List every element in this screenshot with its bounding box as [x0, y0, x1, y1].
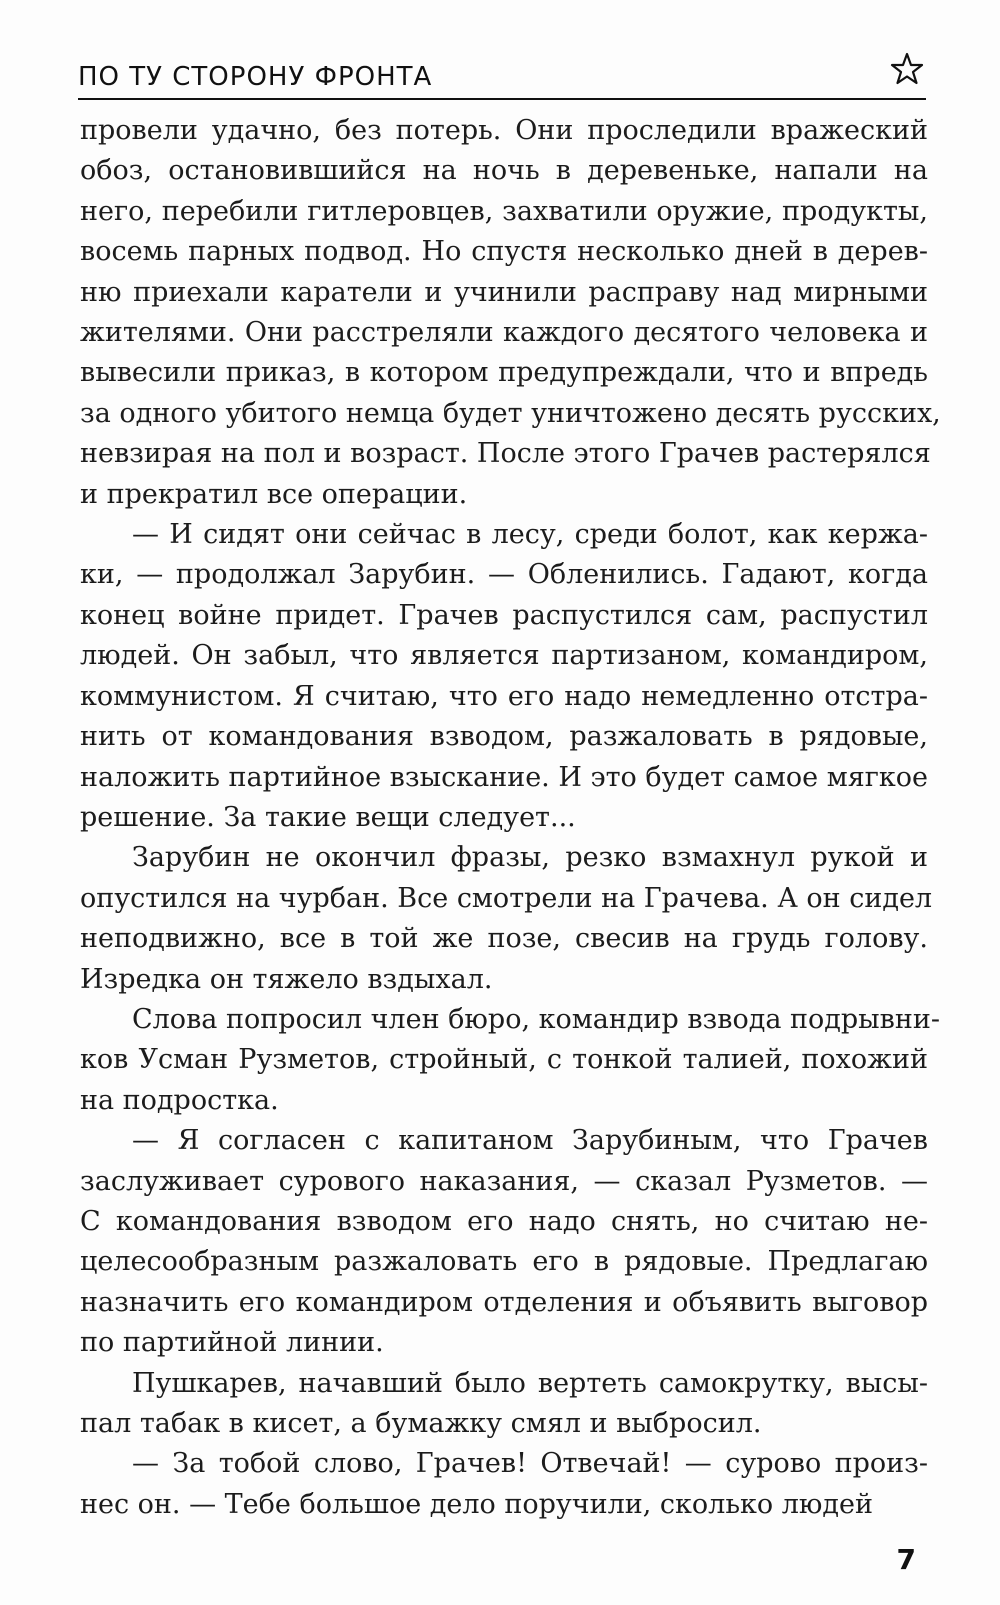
text-line: — За тобой слово, Грачев! Отвечай! — сурово произ-: [132, 1448, 928, 1480]
text-line: — И сидят они сейчас в лесу, среди болот, как кержа-: [132, 519, 928, 551]
text-line: пал табак в кисет, а бумажку смял и выбросил.: [80, 1408, 762, 1439]
text-line: за одного убитого немца будет уничтожено десять русских,: [80, 397, 941, 429]
paragraph: [80, 515, 928, 838]
text-line: нес он. — Тебе большое дело поручили, сколько людей: [80, 1488, 874, 1520]
text-line: решение. За такие вещи следует...: [80, 801, 576, 833]
paragraph: [80, 1000, 940, 1121]
text-line: опустился на чурбан. Все смотрели на Грачева. А он сидел: [80, 882, 933, 914]
page-number: 7: [896, 1543, 916, 1576]
star-outline-icon: [890, 52, 924, 86]
text-line: него, перебили гитлеровцев, захватили оружие, продукты,: [80, 195, 928, 227]
text-line: ню приехали каратели и учинили расправу над мирными: [80, 276, 928, 308]
paragraph: [80, 1364, 928, 1445]
running-header: [78, 52, 926, 100]
text-line: ки, — продолжал Зарубин. — Обленились. Гадают, когда: [80, 559, 928, 591]
text-line: коммунистом. Я считаю, что его надо немедленно отстра-: [80, 680, 928, 712]
paragraph: [80, 111, 941, 515]
text-line: неподвижно, все в той же позе, свесив на грудь голову.: [80, 923, 928, 955]
book-title: ПО ТУ СТОРОНУ ФРОНТА: [78, 62, 433, 92]
text-line: по партийной линии.: [80, 1327, 384, 1359]
text-line: на подростка.: [80, 1084, 279, 1116]
text-line: ков Усман Рузметов, стройный, с тонкой талией, похожий: [80, 1044, 928, 1076]
paragraph: [80, 838, 933, 1000]
text-line: Слова попросил член бюро, командир взвода подрывни-: [132, 1003, 940, 1035]
paragraph: [80, 1121, 928, 1363]
paragraph: [80, 1444, 928, 1525]
text-line: обоз, остановившийся на ночь в деревеньке, напали на: [80, 155, 928, 187]
text-line: целесообразным разжаловать его в рядовые. Предлагаю: [80, 1246, 928, 1278]
text-line: — Я согласен с капитаном Зарубиным, что Грачев: [132, 1125, 928, 1157]
text-line: конец войне придет. Грачев распустился сам, распустил: [80, 599, 928, 631]
page-body-text: [80, 111, 941, 1525]
text-line: Изредка он тяжело вздыхал.: [80, 963, 493, 995]
text-line: невзирая на пол и возраст. После этого Грачев растерялся: [80, 438, 931, 470]
text-line: провели удачно, без потерь. Они проследили вражеский: [80, 115, 928, 146]
text-line: С командования взводом его надо снять, но считаю не-: [80, 1205, 928, 1237]
text-line: восемь парных подвод. Но спустя несколько дней в дерев-: [80, 236, 928, 268]
text-line: назначить его командиром отделения и объявить выговор: [80, 1286, 928, 1318]
text-line: наложить партийное взыскание. И это будет самое мягкое: [80, 761, 928, 793]
text-line: людей. Он забыл, что является партизаном, командиром,: [80, 640, 928, 672]
text-line: нить от командования взводом, разжаловать в рядовые,: [80, 721, 928, 753]
text-line: Зарубин не окончил фразы, резко взмахнул рукой и: [132, 842, 928, 874]
text-line: заслуживает сурового наказания, — сказал Рузметов. —: [80, 1165, 928, 1197]
text-line: вывесили приказ, в котором предупреждали, что и впредь: [80, 357, 928, 389]
text-line: жителями. Они расстреляли каждого десятого человека и: [80, 317, 928, 349]
text-line: и прекратил все операции.: [80, 478, 468, 510]
text-line: Пушкарев, начавший было вертеть самокрутку, высы-: [132, 1367, 928, 1399]
